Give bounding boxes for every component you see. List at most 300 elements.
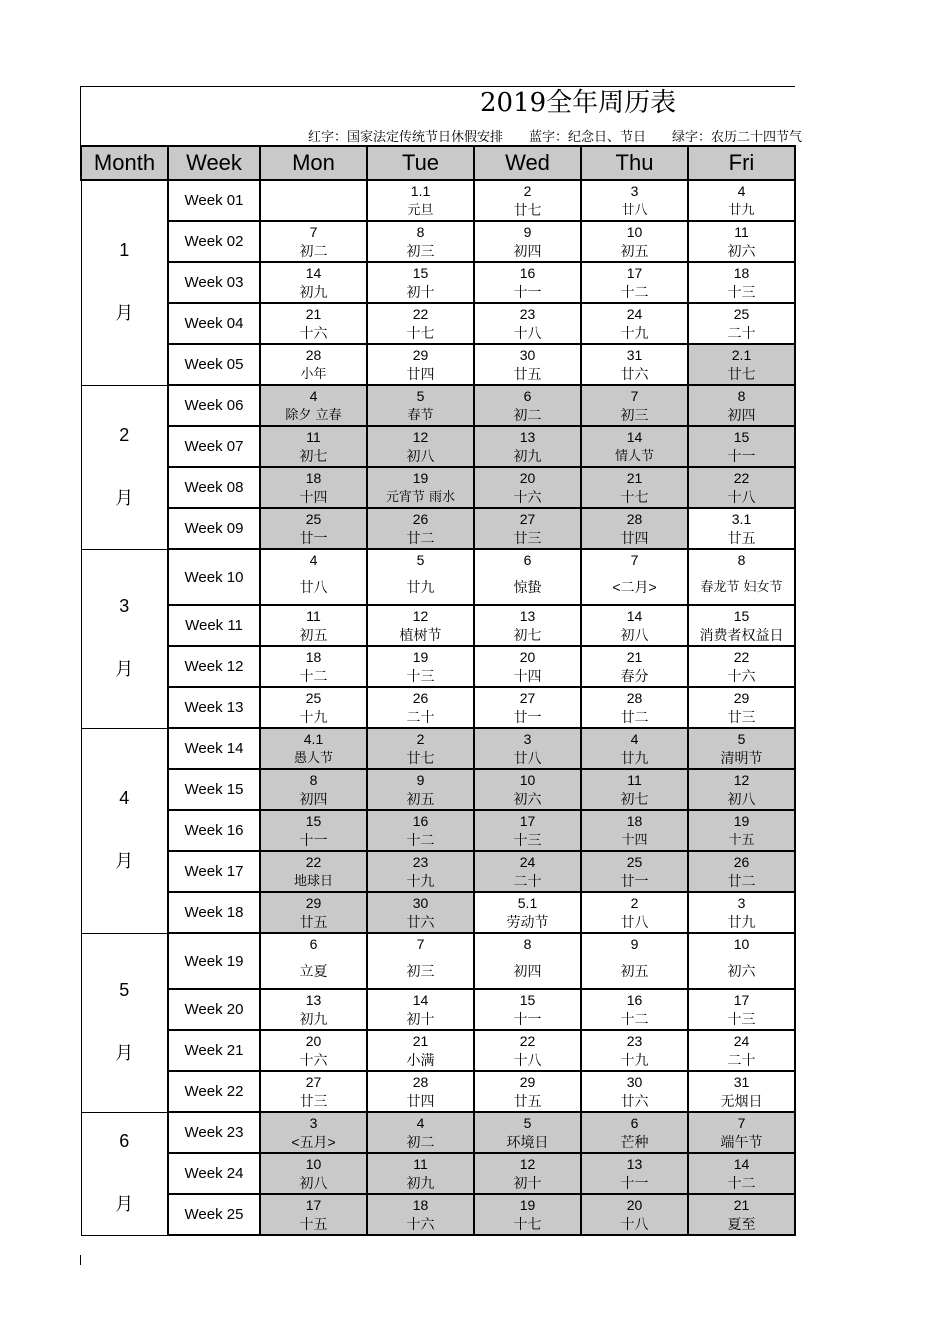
header-week: Week: [168, 146, 260, 180]
day-lunar: 廿八: [621, 203, 648, 218]
day-cell: [367, 385, 474, 426]
day-date: 29: [305, 895, 322, 911]
day-lunar: 二十: [727, 325, 756, 341]
day-lunar: 十九: [406, 873, 435, 889]
day-lunar: 初五: [620, 243, 649, 259]
day-date: 15: [412, 265, 429, 281]
day-cell: [688, 1030, 795, 1071]
month-char: 月: [115, 659, 134, 679]
day-date: 14: [733, 1156, 750, 1172]
day-cell: [688, 1194, 795, 1235]
day-date: 24: [733, 1033, 750, 1049]
month-cell: [81, 1112, 168, 1235]
day-cell: [367, 344, 474, 385]
week-row: [81, 221, 795, 262]
day-date: 30: [412, 895, 429, 911]
day-cell: [581, 728, 688, 769]
day-cell: [688, 221, 795, 262]
day-cell: [581, 344, 688, 385]
day-lunar: 植树节: [399, 627, 442, 643]
day-lunar: 十六: [299, 325, 328, 341]
day-lunar: 芒种: [620, 1134, 649, 1150]
day-cell: [688, 769, 795, 810]
month-number: 1: [119, 240, 130, 261]
day-lunar: 环境日: [506, 1134, 549, 1150]
day-cell: [260, 344, 367, 385]
day-cell: [688, 180, 795, 221]
day-date: 19: [412, 649, 429, 665]
day-date: 25: [305, 690, 322, 706]
day-cell: [367, 605, 474, 646]
day-cell: [581, 1071, 688, 1112]
day-cell: [474, 508, 581, 549]
day-cell: [581, 221, 688, 262]
day-date: 30: [626, 1074, 643, 1090]
day-date: 4: [737, 183, 746, 199]
day-date: 14: [626, 429, 643, 445]
day-cell: [260, 221, 367, 262]
week-label: Week 25: [168, 1194, 260, 1235]
week-label: Week 18: [168, 892, 260, 933]
week-row: [81, 1112, 795, 1153]
day-cell: [367, 810, 474, 851]
month-cell: [81, 728, 168, 933]
day-cell: [474, 1112, 581, 1153]
month-number: 3: [119, 596, 130, 616]
day-lunar: 初二: [299, 243, 328, 259]
day-date: 21: [626, 649, 643, 665]
day-lunar: 初六: [727, 243, 756, 259]
day-cell: [260, 385, 367, 426]
week-label: Week 10: [168, 549, 260, 605]
week-label: Week 19: [168, 933, 260, 989]
day-cell: [688, 810, 795, 851]
day-date: 11: [627, 772, 642, 788]
day-lunar: 初七: [299, 448, 328, 464]
week-row: [81, 385, 795, 426]
month-number: 5: [119, 980, 130, 1000]
day-cell: [367, 221, 474, 262]
day-lunar: 初四: [513, 963, 542, 979]
day-lunar: 初九: [513, 448, 542, 464]
day-date: 3.1: [731, 511, 752, 527]
day-cell: [367, 426, 474, 467]
day-lunar: 廿九: [727, 914, 756, 930]
day-date: 21: [733, 1197, 750, 1213]
day-date: 9: [416, 772, 425, 788]
day-cell: [474, 646, 581, 687]
day-cell: [260, 303, 367, 344]
day-cell: [474, 810, 581, 851]
day-cell: [367, 687, 474, 728]
week-label: Week 15: [168, 769, 260, 810]
week-row: [81, 426, 795, 467]
day-cell: [688, 892, 795, 933]
day-date: 5.1: [517, 895, 538, 911]
day-cell: [367, 851, 474, 892]
day-cell: [688, 851, 795, 892]
day-lunar: 十八: [727, 489, 756, 505]
day-lunar: 廿五: [513, 1093, 542, 1109]
day-lunar: <五月>: [291, 1134, 336, 1150]
day-date: 27: [305, 1074, 322, 1090]
day-lunar: 初七: [513, 627, 542, 643]
day-cell: [367, 1030, 474, 1071]
day-date: 2: [523, 183, 532, 199]
day-lunar: 劳动节: [506, 914, 549, 930]
day-lunar: 十一: [299, 832, 328, 848]
day-cell: [688, 989, 795, 1030]
day-date: 7: [630, 552, 639, 568]
day-date: 1.1: [410, 183, 431, 199]
day-cell: [688, 549, 795, 605]
day-lunar: 春分: [620, 668, 649, 684]
legend-blue: 蓝字：纪念日、节日: [529, 130, 647, 145]
day-lunar: 二十: [406, 709, 435, 725]
day-date: 15: [733, 608, 750, 624]
week-label: Week 11: [168, 605, 260, 646]
day-date: 8: [737, 388, 746, 404]
day-date: 4.1: [303, 731, 324, 747]
day-lunar: 元旦: [407, 203, 434, 218]
month-number: 6: [119, 1131, 130, 1151]
day-lunar: 初十: [406, 1011, 435, 1027]
day-cell: [367, 180, 474, 221]
day-cell: [581, 303, 688, 344]
day-date: 19: [519, 1197, 536, 1213]
day-lunar: 廿三: [299, 1093, 328, 1109]
day-cell: [581, 1030, 688, 1071]
day-cell: [688, 933, 795, 989]
month-char: 月: [115, 487, 134, 508]
week-row: [81, 1071, 795, 1112]
day-lunar: 春节: [407, 408, 434, 423]
day-lunar: 初十: [406, 284, 435, 300]
day-cell: [688, 426, 795, 467]
day-lunar: 消费者权益日: [699, 627, 784, 643]
day-date: 27: [519, 511, 536, 527]
day-lunar: 初八: [727, 791, 756, 807]
day-date: 15: [305, 813, 322, 829]
day-lunar: 十四: [621, 833, 648, 848]
day-cell: [474, 1194, 581, 1235]
day-date: 25: [305, 511, 322, 527]
day-date: 31: [733, 1074, 750, 1090]
day-cell: [581, 467, 688, 508]
day-date: 17: [305, 1197, 322, 1213]
day-lunar: 十三: [513, 832, 542, 848]
week-label: Week 16: [168, 810, 260, 851]
day-lunar: 十七: [620, 489, 649, 505]
day-lunar: 十九: [299, 709, 328, 725]
header-thu: Thu: [581, 146, 688, 180]
day-date: 10: [626, 224, 643, 240]
day-cell: [688, 687, 795, 728]
day-lunar: 初二: [406, 1134, 435, 1150]
week-label: Week 09: [168, 508, 260, 549]
day-lunar: 十六: [299, 1052, 328, 1068]
day-date: 24: [519, 854, 536, 870]
day-cell: [260, 646, 367, 687]
day-date: 21: [412, 1033, 429, 1049]
day-cell: [367, 262, 474, 303]
week-label: Week 13: [168, 687, 260, 728]
day-cell: [581, 1112, 688, 1153]
day-date: 19: [412, 470, 429, 486]
day-cell: [260, 989, 367, 1030]
day-cell: [367, 646, 474, 687]
day-cell: [260, 1112, 367, 1153]
day-lunar: 十八: [513, 325, 542, 341]
day-lunar: 惊蛰: [513, 579, 542, 595]
day-date: 30: [519, 347, 536, 363]
day-cell: [474, 728, 581, 769]
month-char: 月: [115, 1043, 134, 1063]
day-lunar: 初八: [406, 448, 435, 464]
header-fri: Fri: [688, 146, 795, 180]
week-row: [81, 769, 795, 810]
day-date: 22: [733, 470, 750, 486]
day-lunar: 廿一: [620, 873, 649, 889]
day-cell: [474, 989, 581, 1030]
day-date: 10: [305, 1156, 322, 1172]
week-label: Week 24: [168, 1153, 260, 1194]
day-date: 18: [626, 813, 643, 829]
day-date: 5: [737, 731, 746, 747]
week-row: [81, 508, 795, 549]
day-lunar: 十一: [513, 284, 542, 300]
week-label: Week 12: [168, 646, 260, 687]
day-lunar: 十八: [513, 1052, 542, 1068]
day-date: 11: [413, 1156, 428, 1172]
header-month: Month: [81, 146, 168, 180]
day-date: 28: [305, 347, 322, 363]
week-row: [81, 687, 795, 728]
day-cell: [581, 262, 688, 303]
day-cell: [581, 426, 688, 467]
day-lunar: 廿四: [406, 366, 435, 382]
week-row: [81, 851, 795, 892]
page-title: 2019全年周历表: [480, 88, 677, 118]
day-cell: [260, 1153, 367, 1194]
week-label: Week 06: [168, 385, 260, 426]
day-lunar: 廿二: [620, 709, 649, 725]
month-cell: [81, 933, 168, 1112]
day-lunar: 初五: [299, 627, 328, 643]
day-date: 16: [519, 265, 536, 281]
day-lunar: 十一: [727, 448, 756, 464]
day-lunar: 端午节: [720, 1134, 763, 1150]
day-lunar: 初十: [513, 1175, 542, 1191]
legend-red: 红字：国家法定传统节日休假安排: [308, 130, 504, 145]
week-row: [81, 892, 795, 933]
day-date: 16: [626, 992, 643, 1008]
day-date: 13: [626, 1156, 643, 1172]
day-date: 31: [626, 347, 643, 363]
day-lunar: 立夏: [299, 963, 328, 979]
day-date: 2.1: [731, 347, 752, 363]
day-lunar: 十六: [727, 668, 756, 684]
day-date: 26: [412, 511, 429, 527]
day-cell: [581, 687, 688, 728]
day-date: 5: [416, 552, 425, 568]
month-cell: [81, 385, 168, 549]
week-row: [81, 605, 795, 646]
day-date: 26: [733, 854, 750, 870]
day-lunar: 十五: [299, 1216, 328, 1232]
day-cell: [688, 508, 795, 549]
day-date: 2: [630, 895, 639, 911]
day-lunar: 初九: [299, 1011, 328, 1027]
day-lunar: 初九: [406, 1175, 435, 1191]
day-lunar: 十三: [406, 668, 435, 684]
day-date: 20: [305, 1033, 322, 1049]
day-date: 3: [309, 1115, 318, 1131]
day-cell: [474, 1153, 581, 1194]
day-lunar: 十五: [728, 833, 755, 848]
day-lunar: 十八: [620, 1216, 649, 1232]
day-date: 12: [519, 1156, 536, 1172]
day-cell: [367, 1071, 474, 1112]
day-date: 14: [412, 992, 429, 1008]
day-date: 12: [412, 608, 429, 624]
day-date: 27: [519, 690, 536, 706]
day-date: 22: [412, 306, 429, 322]
day-cell: [260, 605, 367, 646]
day-date: 4: [416, 1115, 425, 1131]
week-label: Week 17: [168, 851, 260, 892]
day-cell: [367, 1112, 474, 1153]
day-lunar: 初四: [299, 791, 328, 807]
day-date: 8: [523, 936, 532, 952]
day-cell: [367, 1194, 474, 1235]
legend-green: 绿字：农历二十四节气: [672, 130, 803, 145]
week-row: [81, 728, 795, 769]
day-cell: [367, 1153, 474, 1194]
day-cell: [581, 933, 688, 989]
day-cell: [367, 989, 474, 1030]
day-lunar: 初五: [406, 791, 435, 807]
month-char: 月: [115, 303, 134, 324]
day-lunar: 十七: [406, 325, 435, 341]
day-date: 11: [734, 224, 749, 240]
day-lunar: 廿四: [406, 1093, 435, 1109]
day-date: 14: [626, 608, 643, 624]
day-cell: [688, 646, 795, 687]
week-label: Week 01: [168, 180, 260, 221]
day-cell: [474, 851, 581, 892]
day-date: 6: [309, 936, 318, 952]
day-cell: [688, 1153, 795, 1194]
day-lunar: <二月>: [612, 579, 657, 595]
day-date: 28: [626, 690, 643, 706]
day-lunar: 廿八: [620, 914, 649, 930]
day-date: 6: [630, 1115, 639, 1131]
day-cell: [260, 1194, 367, 1235]
day-date: 28: [412, 1074, 429, 1090]
day-date: 13: [305, 992, 322, 1008]
day-date: 26: [412, 690, 429, 706]
frame-left-border: [80, 86, 81, 146]
day-lunar: 初三: [406, 243, 435, 259]
day-cell: [581, 646, 688, 687]
day-cell: [581, 385, 688, 426]
day-lunar: 春龙节 妇女节: [700, 580, 783, 595]
week-row: [81, 1030, 795, 1071]
day-date: 10: [733, 936, 750, 952]
day-cell: [688, 1071, 795, 1112]
day-lunar: 廿六: [620, 1093, 649, 1109]
week-label: Week 14: [168, 728, 260, 769]
day-cell: [260, 467, 367, 508]
day-date: 13: [519, 608, 536, 624]
week-label: Week 05: [168, 344, 260, 385]
day-date: 15: [519, 992, 536, 1008]
day-lunar: 廿三: [513, 530, 542, 546]
day-cell: [581, 508, 688, 549]
week-row: [81, 810, 795, 851]
day-cell: [688, 344, 795, 385]
day-lunar: 廿五: [513, 366, 542, 382]
day-cell: [367, 549, 474, 605]
day-lunar: 初八: [299, 1175, 328, 1191]
month-char: 月: [115, 1194, 134, 1214]
day-lunar: 初二: [513, 407, 542, 423]
week-label: Week 04: [168, 303, 260, 344]
day-date: [261, 181, 366, 182]
day-lunar: 廿四: [620, 530, 649, 546]
day-cell: [581, 605, 688, 646]
day-date: 4: [309, 552, 318, 568]
day-cell: [474, 933, 581, 989]
day-cell: [367, 303, 474, 344]
month-number: 2: [119, 424, 130, 445]
day-lunar: 初四: [513, 243, 542, 259]
day-cell: [474, 1030, 581, 1071]
day-lunar: 廿九: [620, 750, 649, 766]
day-lunar: 情人节: [614, 449, 654, 464]
day-lunar: 初七: [620, 791, 649, 807]
day-cell: [474, 892, 581, 933]
day-lunar: 小满: [406, 1052, 435, 1068]
day-lunar: 清明节: [720, 750, 763, 766]
calendar-table: [80, 145, 796, 1236]
week-row: [81, 549, 795, 605]
day-cell: [260, 1071, 367, 1112]
day-cell: [474, 180, 581, 221]
day-date: 25: [626, 854, 643, 870]
day-cell: [260, 1030, 367, 1071]
day-date: 16: [412, 813, 429, 829]
day-date: 22: [305, 854, 322, 870]
day-date: 9: [523, 224, 532, 240]
day-date: 6: [523, 552, 532, 568]
day-cell: [260, 933, 367, 989]
day-lunar: 廿六: [406, 914, 435, 930]
day-lunar: 初三: [406, 963, 435, 979]
day-lunar: 地球日: [293, 874, 333, 889]
day-date: 8: [416, 224, 425, 240]
day-cell: [688, 1112, 795, 1153]
day-cell: [581, 769, 688, 810]
day-lunar: 十四: [513, 668, 542, 684]
day-date: 21: [626, 470, 643, 486]
day-lunar: 初六: [727, 963, 756, 979]
day-date: 15: [733, 429, 750, 445]
day-date: 25: [733, 306, 750, 322]
week-label: Week 08: [168, 467, 260, 508]
day-cell: [260, 687, 367, 728]
